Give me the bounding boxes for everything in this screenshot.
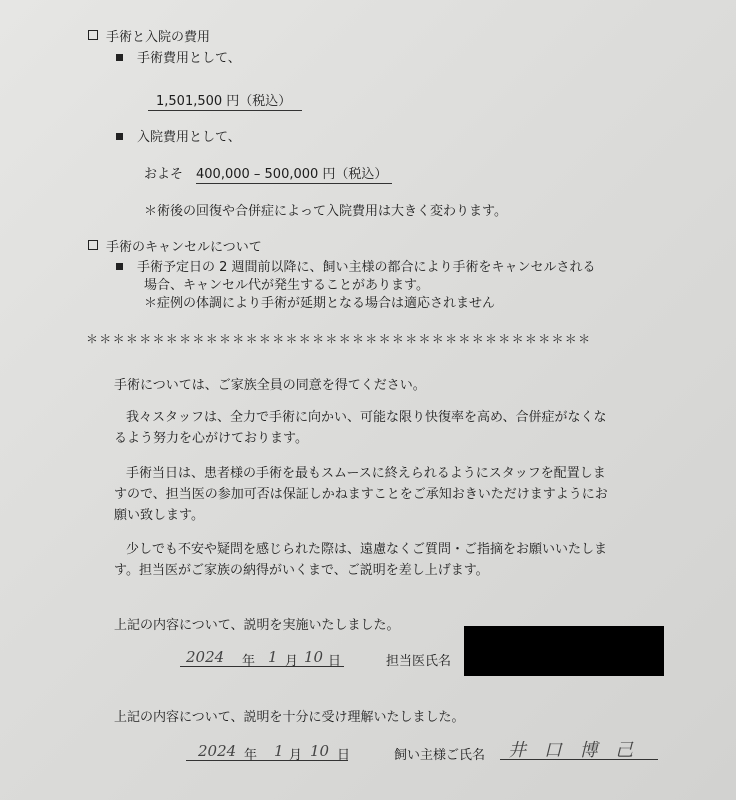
month-unit: 月 xyxy=(289,748,303,763)
checkbox-icon xyxy=(88,240,98,250)
doctor-date-month: 1 xyxy=(268,648,278,666)
owner-date-day: 10 xyxy=(310,742,330,760)
day-unit: 日 xyxy=(328,654,342,669)
date-underline xyxy=(180,666,344,667)
section-cost-heading: 手術と入院の費用 xyxy=(88,26,210,45)
bullet-square-icon xyxy=(116,263,123,270)
hospital-cost-amount: 400,000 – 500,000 円（税込） xyxy=(196,163,392,184)
owner-signature: 井 口 博 己 xyxy=(508,740,640,761)
doctor-date-year: 2024 xyxy=(186,648,225,666)
year-unit: 年 xyxy=(244,748,258,763)
owner-date-month: 1 xyxy=(274,742,284,760)
owner-date-year: 2024 xyxy=(198,742,237,760)
approx-label: およそ xyxy=(144,167,184,182)
understanding-statement: 上記の内容について、説明を十分に受け理解いたしました。 xyxy=(114,710,465,725)
doctor-name-label: 担当医氏名 xyxy=(386,654,452,669)
day-paragraph-line-2: すので、担当医の参加可否は保証しかねますことをご承知おきいただけますようにお xyxy=(114,487,608,502)
checkbox-icon xyxy=(88,30,98,40)
section-cancel-heading: 手術のキャンセルについて xyxy=(88,236,262,255)
redacted-doctor-name xyxy=(464,626,664,676)
bullet-square-icon xyxy=(116,54,123,61)
surgery-cost-amount: 1,501,500 円（税込） xyxy=(148,90,302,111)
hospital-cost-item: 入院費用として、 xyxy=(116,126,241,145)
questions-paragraph-line-2: す。担当医がご家族の納得がいくまで、ご説明を差し上げます。 xyxy=(114,563,489,578)
doctor-date-day: 10 xyxy=(304,648,324,666)
date-underline xyxy=(186,760,348,761)
owner-name-label: 飼い主様ご氏名 xyxy=(394,748,486,763)
day-unit: 日 xyxy=(337,748,351,763)
hospital-cost-note: ＊術後の回復や合併症によって入院費用は大きく変わります。 xyxy=(144,204,507,219)
cancel-line-1: 手術予定日の 2 週間前以降に、飼い主様の都合により手術をキャンセルされる xyxy=(116,256,596,275)
bullet-square-icon xyxy=(116,133,123,140)
staff-paragraph-line-2: るよう努力を心がけております。 xyxy=(114,431,308,446)
year-unit: 年 xyxy=(242,654,256,669)
day-paragraph-line-3: 願い致します。 xyxy=(114,508,204,523)
staff-paragraph-line-1: 我々スタッフは、全力で手術に向かい、可能な限り快復率を高め、合併症がなくな xyxy=(126,410,607,425)
explanation-statement: 上記の内容について、説明を実施いたしました。 xyxy=(114,618,400,633)
cancel-line-2: 場合、キャンセル代が発生することがあります。 xyxy=(144,278,429,293)
cancel-note: ＊症例の体調により手術が延期となる場合は適応されません xyxy=(144,296,496,311)
consent-paragraph: 手術については、ご家族全員の同意を得てください。 xyxy=(114,378,426,393)
separator: ＊＊＊＊＊＊＊＊＊＊＊＊＊＊＊＊＊＊＊＊＊＊＊＊＊＊＊＊＊＊＊＊＊＊＊＊＊＊ xyxy=(86,332,592,346)
questions-paragraph-line-1: 少しでも不安や疑問を感じられた際は、遠慮なくご質問・ご指摘をお願いいたしま xyxy=(126,542,608,557)
surgery-cost-item: 手術費用として、 xyxy=(116,47,241,66)
month-unit: 月 xyxy=(285,654,299,669)
day-paragraph-line-1: 手術当日は、患者様の手術を最もスムースに終えられるようにスタッフを配置しま xyxy=(126,466,606,481)
